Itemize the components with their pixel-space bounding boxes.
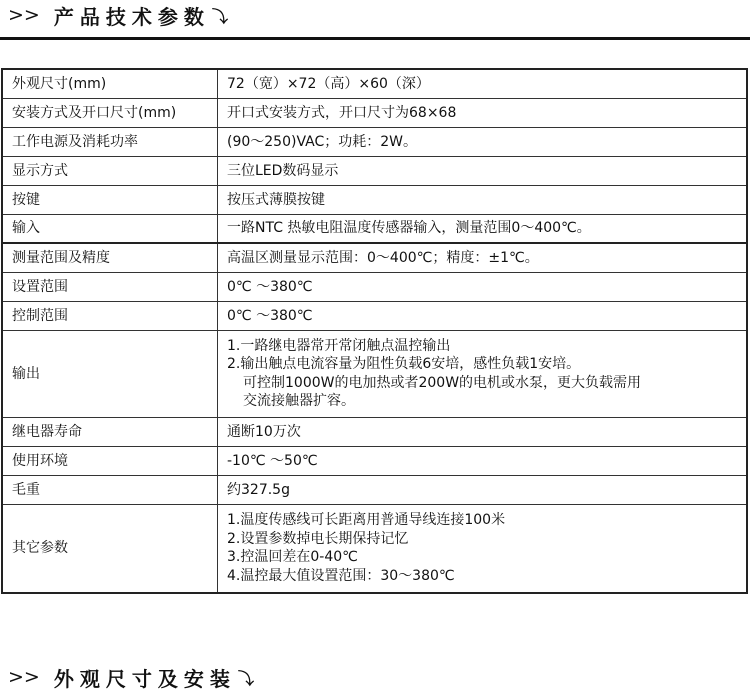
double-chevron-icon: >> bbox=[8, 4, 40, 26]
table-row bbox=[2, 417, 747, 446]
spec-key: 按键 bbox=[2, 185, 218, 214]
spec-value: 高温区测量显示范围：0～400℃；精度：±1℃。 bbox=[218, 243, 748, 272]
spec-line: 可控制1000W的电加热或者200W的电机或水泵，更大负载需用 bbox=[243, 374, 642, 391]
spec-value: 0℃ ～380℃ bbox=[218, 301, 748, 330]
spec-key: 工作电源及消耗功率 bbox=[2, 127, 218, 156]
table-row bbox=[2, 98, 747, 127]
spec-key: 安装方式及开口尺寸(mm) bbox=[2, 98, 218, 127]
spec-key: 输入 bbox=[2, 214, 218, 243]
spec-key: 使用环境 bbox=[2, 446, 218, 475]
spec-line: 2.设置参数掉电长期保持记忆 bbox=[227, 530, 409, 547]
table-row bbox=[2, 475, 747, 504]
spec-value: 0℃ ～380℃ bbox=[218, 272, 748, 301]
table-row bbox=[2, 301, 747, 330]
spec-line: 1.温度传感线可长距离用普通导线连接100米 bbox=[227, 512, 506, 529]
spec-value: -10℃ ～50℃ bbox=[218, 446, 748, 475]
spec-key: 毛重 bbox=[2, 475, 218, 504]
spec-value: 开口式安装方式，开口尺寸为68×68 bbox=[218, 98, 748, 127]
spec-value: 约327.5g bbox=[218, 475, 748, 504]
spec-value: 三位LED数码显示 bbox=[218, 156, 748, 185]
spec-value: 一路NTC 热敏电阻温度传感器输入，测量范围0～400℃。 bbox=[218, 214, 748, 243]
corner-arrow-icon: ⤵ bbox=[211, 6, 228, 26]
table-row bbox=[2, 127, 747, 156]
spec-line: 3.控温回差在0-40℃ bbox=[227, 549, 358, 566]
spec-value: 通断10万次 bbox=[218, 417, 748, 446]
spec-table bbox=[1, 68, 748, 594]
table-row bbox=[2, 69, 747, 98]
spec-key: 显示方式 bbox=[2, 156, 218, 185]
spec-value: 按压式薄膜按键 bbox=[218, 185, 748, 214]
spec-line: 交流接触器扩容。 bbox=[243, 393, 355, 409]
install-section-title bbox=[8, 662, 254, 692]
spec-key: 控制范围 bbox=[2, 301, 218, 330]
spec-key: 测量范围及精度 bbox=[2, 243, 218, 272]
table-row bbox=[2, 185, 747, 214]
spec-line: 4.温控最大值设置范围：30～380℃ bbox=[227, 567, 455, 584]
spec-value: (90～250)VAC；功耗：2W。 bbox=[218, 127, 748, 156]
spec-key: 外观尺寸(mm) bbox=[2, 69, 218, 98]
double-chevron-icon: >> bbox=[8, 666, 40, 688]
table-row bbox=[2, 446, 747, 475]
spec-value: 72（宽）×72（高）×60（深） bbox=[218, 69, 748, 98]
table-row bbox=[2, 504, 747, 593]
table-row bbox=[2, 243, 747, 272]
install-title-text: 外观尺寸及安装 bbox=[53, 666, 236, 691]
table-row bbox=[2, 330, 747, 417]
corner-arrow-icon: ⤵ bbox=[237, 668, 254, 688]
table-row bbox=[2, 214, 747, 243]
spec-line: 1.一路继电器常开常闭触点温控输出 bbox=[227, 337, 451, 354]
spec-key: 设置范围 bbox=[2, 272, 218, 301]
spec-value-multiline bbox=[218, 504, 748, 593]
spec-line: 2.输出触点电流容量为阻性负载6安培，感性负载1安培。 bbox=[227, 356, 581, 372]
table-row bbox=[2, 272, 747, 301]
title-underline bbox=[0, 37, 750, 40]
spec-value-multiline bbox=[218, 330, 748, 417]
specs-title-text: 产品技术参数 bbox=[53, 4, 210, 29]
spec-key: 输出 bbox=[2, 330, 218, 417]
spec-key: 其它参数 bbox=[2, 504, 218, 593]
spec-key: 继电器寿命 bbox=[2, 417, 218, 446]
specs-section-title bbox=[8, 0, 228, 30]
table-row bbox=[2, 156, 747, 185]
